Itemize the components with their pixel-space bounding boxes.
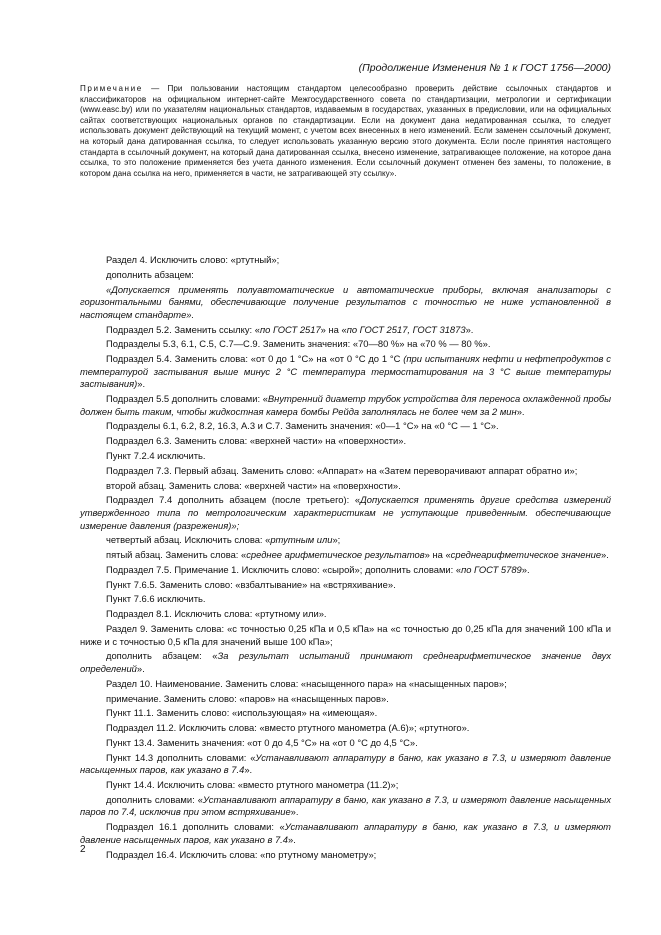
italic-run: Устанавливают аппаратуру в баню, как указано в 7.3, и измеряют давление насыщенных паров, как указано в 7.4 xyxy=(80,821,611,845)
text-run: Подраздел 7.3. Первый абзац. Заменить слово: «Аппарат» на «Затем переворачивают аппарат обратно и»; xyxy=(106,464,578,476)
amendment-paragraph xyxy=(80,450,611,463)
italic-run: среднее арифметическое результатов xyxy=(246,549,425,561)
italic-run: по ГОСТ 2517 xyxy=(259,323,321,335)
text-run: дополнить словами: « xyxy=(106,793,203,805)
text-run: дополнить абзацем: « xyxy=(106,650,218,662)
text-run: Пункт 11.1. Заменить слово: «использующая» на «имеющая». xyxy=(106,707,378,719)
text-run: Пункт 7.6.6 исключить. xyxy=(106,593,206,605)
italic-run: Допускается применять другие средства измерений утвержденного типа по метрологическим характеристикам не уступающие приведенным. обеспечивающие измерение давления (разрежения)»; xyxy=(80,494,611,531)
text-run: дополнить абзацем: xyxy=(106,268,194,280)
text-run: второй абзац. Заменить слова: «верхней части» на «поверхности». xyxy=(106,479,401,491)
amendment-paragraph xyxy=(80,324,611,337)
italic-run: среднеарифметическое значение xyxy=(450,549,602,561)
text-run: ». xyxy=(137,378,146,390)
amendment-paragraph xyxy=(80,737,611,750)
amendment-paragraph xyxy=(80,549,611,562)
italic-run: «Допускается применять полуавтоматические и автоматические приборы, включая анализаторы с горизонтальными банями, обеспечивающие получение результатов с точностью не ниже установленной в настоящем стандарте». xyxy=(80,283,611,320)
text-run: Пункт 7.6.5. Заменить слово: «взбалтывание» на «встряхивание». xyxy=(106,578,396,590)
text-run: Подраздел 8.1. Исключить слова: «ртутному или». xyxy=(106,608,327,620)
amendment-paragraph xyxy=(80,564,611,577)
italic-run: ртутным или xyxy=(270,534,333,546)
amendment-paragraph xyxy=(80,254,611,267)
text-run: Подраздел 5.4. Заменить слова: «от 0 до 1 °С» на «от 0 °С до 1 °С xyxy=(106,353,404,365)
text-run: Пункт 13.4. Заменить значения: «от 0 до 4,5 °С» на «от 0 °С до 4,5 °С». xyxy=(106,736,418,748)
text-run: Подразделы 5.3, 6.1, С.5, С.7—С.9. Заменить значения: «70—80 %» на «70 % — 80 %». xyxy=(106,338,491,350)
text-run: Подразделы 6.1, 6.2, 8.2, 16.3, А.3 и С.7. Заменить значения: «0—1 °С» на «0 °С — 1 °С». xyxy=(106,420,499,432)
amendment-paragraph xyxy=(80,579,611,592)
text-run: Подраздел 6.3. Заменить слова: «верхней части» на «поверхности». xyxy=(106,435,407,447)
text-run: Пункт 14.3 дополнить словами: « xyxy=(106,751,256,763)
amendment-paragraph xyxy=(80,779,611,792)
text-run: примечание. Заменить слово: «паров» на «насыщенных паров». xyxy=(106,692,389,704)
text-run: Пункт 7.2.4 исключить. xyxy=(106,450,206,461)
amendment-paragraph xyxy=(80,678,611,691)
text-run: »; xyxy=(332,534,341,546)
text-run: Подраздел 5.2. Заменить ссылку: « xyxy=(106,323,260,335)
text-run: ». xyxy=(136,662,145,674)
page-number: 2 xyxy=(80,844,86,855)
text-run: Раздел 4. Исключить слово: «ртутный»; xyxy=(106,254,280,265)
amendment-paragraph xyxy=(80,693,611,706)
amendment-paragraph xyxy=(80,608,611,621)
italic-run: Устанавливают аппаратуру в баню, как указано в 7.3, и измеряют давление насыщенных паров, как указано в 7.4 xyxy=(80,751,612,776)
text-run: Подраздел 7.5. Примечание 1. Исключить слово: «сырой»; дополнить словами: « xyxy=(106,563,462,575)
text-run: ». xyxy=(244,764,253,776)
page-header: (Продолжение Изменения № 1 к ГОСТ 1756—2000) xyxy=(358,62,611,74)
text-run: пятый абзац. Заменить слова: « xyxy=(106,549,247,561)
amendment-paragraph xyxy=(80,707,611,720)
amendment-paragraph xyxy=(80,435,611,448)
italic-run: по ГОСТ 2517, ГОСТ 31873 xyxy=(346,323,466,335)
text-run: Раздел 9. Заменить слова: «с точностью 0,25 кПа и 0,5 кПа» на «с точностью до 0,25 кПа для значений 100 кПа и ниже и с точностью 0,5 кПа для значений выше 100 кПа»; xyxy=(80,623,611,647)
amendment-paragraph xyxy=(80,722,611,735)
text-run: Раздел 10. Наименование. Заменить слова: «насыщенного пара» на «насыщенных паров»; xyxy=(106,677,507,689)
text-run: » на « xyxy=(424,549,451,561)
amendment-paragraph xyxy=(80,752,611,777)
amendment-paragraph xyxy=(80,269,611,282)
note-lead: Примечание xyxy=(80,84,143,93)
text-run: Подраздел 11.2. Исключить слова: «вместо ртутного манометра (А.6)»; «ртутного». xyxy=(106,722,470,734)
text-run: ». xyxy=(288,833,296,845)
amendment-paragraph xyxy=(80,393,611,418)
amendment-paragraph xyxy=(80,284,611,322)
text-run: Подраздел 7.4 дополнить абзацем (после третьего): « xyxy=(106,494,361,506)
text-run: Подраздел 5.5 дополнить словами: « xyxy=(106,393,268,405)
amendment-paragraph xyxy=(80,494,611,532)
text-run: ». xyxy=(521,563,530,575)
text-run: Подраздел 16.1 дополнить словами: « xyxy=(106,821,285,833)
text-run: четвертый абзац. Исключить слова: « xyxy=(106,534,271,546)
amendment-paragraph xyxy=(80,650,611,675)
amendment-paragraph xyxy=(80,794,611,819)
note-block xyxy=(80,84,611,179)
text-run: ». xyxy=(516,405,525,417)
text-run: Подраздел 16.4. Исключить слова: «по ртутному манометру»; xyxy=(106,848,377,860)
amendment-paragraph xyxy=(80,849,611,862)
amendment-paragraph xyxy=(80,353,611,391)
text-run: » на « xyxy=(320,323,347,335)
amendment-paragraph xyxy=(80,623,611,648)
text-run: ». xyxy=(290,806,299,818)
amendment-paragraph xyxy=(80,593,611,606)
amendment-paragraph xyxy=(80,821,611,846)
note-text: — При пользовании настоящим стандартом целесообразно проверить действие ссылочных стандартов и классификаторов на официальном интернет-сайте Межгосударственного совета по стандартизации, метрологии и сертификации (www.easc.by) или по указателям национальных стандартов, издаваемым в государствах, указанных в предисловии, или на официальных сайтах соответствующих национальных органов по стандартизации. Если на документ дана недатированная ссылка, то следует использовать документ действующий на текущий момент, с учетом всех внесенных в него изменений. Если заменен ссылочный документ, на который дана датированная ссылка, то следует использовать указанную версию этого документа. Если после принятия настоящего стандарта в ссылочный документ, на который дана датированная ссылка, внесено изменение, затрагивающее положение, на которое дана ссылка, то это положение применяется без учета данного изменения. Если ссылочный документ отменен без замены, то положение, в котором дана ссылка на него, применяется в части, не затрагивающей эту ссылку». xyxy=(80,84,611,178)
amendment-paragraph xyxy=(80,338,611,351)
italic-run: (при испытаниях нефти и нефтепродуктов с температурой застывания выше минус 2 °С температура термостатирования на 3 °С выше температуры застывания) xyxy=(80,353,611,390)
text-run: ». xyxy=(601,549,609,561)
amendment-paragraph xyxy=(80,534,611,547)
italic-run: За результат испытаний принимают среднеарифметическое значение двух определений xyxy=(80,650,612,674)
amendment-paragraph xyxy=(80,465,611,478)
amendment-text xyxy=(80,254,611,863)
italic-run: Устанавливают аппаратуру в баню, как указано в 7.3, и измеряют давление насыщенных паров по 7.4, исключив при этом встряхивание xyxy=(80,793,612,818)
text-run: Пункт 14.4. Исключить слова: «вместо ртутного манометра (11.2)»; xyxy=(106,779,399,791)
amendment-paragraph xyxy=(80,420,611,433)
italic-run: Внутренний диаметр трубок устройства для переноса охлажденной пробы должен быть таким, чтобы жидкостная камера бомбы Рейда заполнялась не более чем за 2 мин xyxy=(80,393,611,417)
text-run: ». xyxy=(465,323,474,335)
amendment-paragraph xyxy=(80,480,611,493)
italic-run: по ГОСТ 5789 xyxy=(461,563,522,575)
